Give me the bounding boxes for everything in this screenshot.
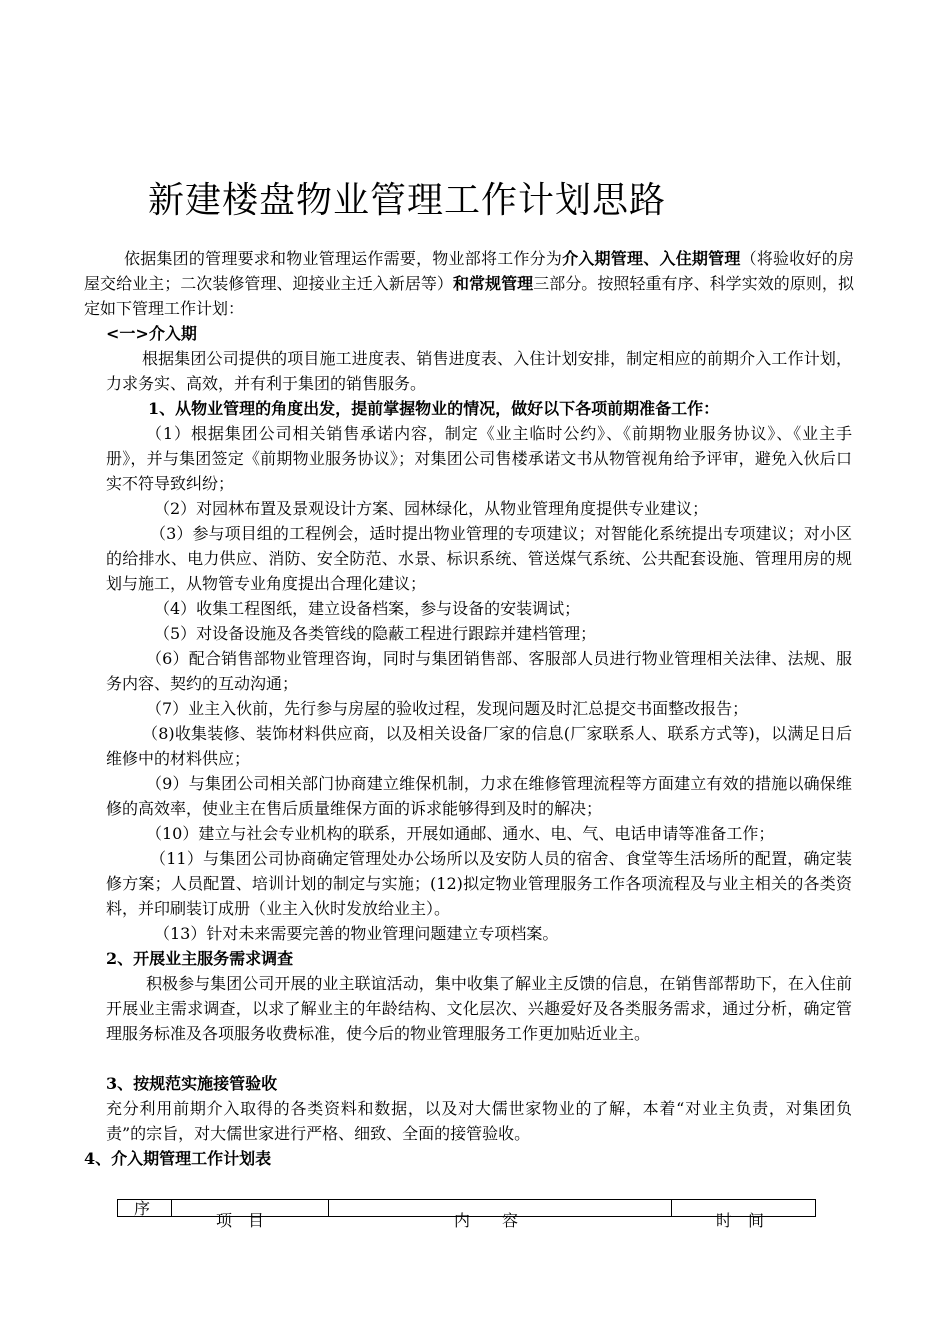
list-item: （8)收集装修、装饰材料供应商，以及相关设备厂家的信息(厂家联系人、联系方式等)，以满足日后维修中的材料供应； xyxy=(106,724,852,768)
intro-bold-1: 介入期管理、入住期管理 xyxy=(562,249,741,268)
table-divider xyxy=(328,1200,329,1216)
table-header-item: 项 目 xyxy=(216,1211,265,1230)
list-item: （1）根据集团公司相关销售承诺内容，制定《业主临时公约》、《前期物业服务协议》、《业主手册》，并与集团签定《前期物业服务协议》；对集团公司售楼承诺文书从物管视角给予评审，避免入伙后口实不符导致纠纷； xyxy=(106,424,852,493)
list-item: （2）对园林布置及景观设计方案、园林绿化，从物业管理角度提供专业建议； xyxy=(154,499,709,518)
table-header-content: 内 容 xyxy=(454,1211,519,1230)
list-item: （13）针对未来需要完善的物业管理问题建立专项档案。 xyxy=(154,924,559,943)
table-divider xyxy=(171,1200,172,1216)
intro-paragraph xyxy=(84,246,854,321)
item2-heading: 2、开展业主服务需求调查 xyxy=(106,949,294,968)
item3-text: 充分利用前期介入取得的各类资料和数据，以及对大儒世家物业的了解，本着“对业主负责，对集团负责”的宗旨，对大儒世家进行严格、细致、全面的接管验收。 xyxy=(106,1099,852,1143)
intro-bold-2: 和常规管理 xyxy=(452,274,534,293)
list-item: （11）与集团公司协商确定管理处办公场所以及安防人员的宿舍、食堂等生活场所的配置，确定装修方案；人员配置、培训计划的制定与实施；(12)拟定物业管理服务工作各项流程及与业主相关的各类资料，并印刷装订成册（业主入伙时发放给业主）。 xyxy=(106,849,852,918)
page-title: 新建楼盘物业管理工作计划思路 xyxy=(148,180,667,221)
list-item: （3）参与项目组的工程例会，适时提出物业管理的专项建议；对智能化系统提出专项建议；对小区的给排水、电力供应、消防、安全防范、水景、标识系统、管送煤气系统、公共配套设施、管理用房的规划与施工，从物管专业角度提出合理化建议； xyxy=(106,524,852,593)
item3-heading: 3、按规范实施接管验收 xyxy=(106,1074,278,1093)
list-item: （4）收集工程图纸，建立设备档案，参与设备的安装调试； xyxy=(154,599,581,618)
item2-text: 积极参与集团公司开展的业主联谊活动，集中收集了解业主反馈的信息，在销售部帮助下，在入住前开展业主需求调查，以求了解业主的年龄结构、文化层次、兴趣爱好及各类服务需求，通过分析，确定管理服务标准及各项服务收费标准，使今后的物业管理服务工作更加贴近业主。 xyxy=(106,974,852,1043)
item4-heading: 4、介入期管理工作计划表 xyxy=(84,1149,272,1168)
table-header-seq: 序 xyxy=(134,1199,151,1218)
table-divider xyxy=(671,1200,672,1216)
list-item: （10）建立与社会专业机构的联系，开展如通邮、通水、电、气、电话申请等准备工作； xyxy=(146,824,775,843)
list-item: （6）配合销售部物业管理咨询，同时与集团销售部、客服部人员进行物业管理相关法律、法规、服务内容、契约的互动沟通； xyxy=(106,649,852,693)
list-item: （7）业主入伙前，先行参与房屋的验收过程，发现问题及时汇总提交书面整改报告； xyxy=(146,699,749,718)
intro-text-1: 依据集团的管理要求和物业管理运作需要，物业部将工作分为 xyxy=(124,249,563,268)
section1-heading: <一>介入期 xyxy=(106,324,197,343)
list-item: （9）与集团公司相关部门协商建立维保机制，力求在维修管理流程等方面建立有效的措施以确保维修的高效率，使业主在售后质量维保方面的诉求能够得到及时的解决； xyxy=(106,774,852,818)
intro-text-2: （将验收好的房屋交给业主；二次装修管理、迎接业主迁入新居等） xyxy=(84,249,854,293)
section1-intro: 根据集团公司提供的项目施工进度表、销售进度表、入住计划安排，制定相应的前期介入工作计划，力求务实、高效，并有利于集团的销售服务。 xyxy=(106,349,852,393)
item1-heading: 1、从物业管理的角度出发，提前掌握物业的情况，做好以下各项前期准备工作： xyxy=(148,399,720,418)
table-header-time: 时 间 xyxy=(716,1211,765,1230)
intro-text-3: 三部分。按照轻重有序、科学实效的原则，拟定如下管理工作计划： xyxy=(84,274,854,318)
list-item: （5）对设备设施及各类管线的隐蔽工程进行跟踪并建档管理； xyxy=(154,624,597,643)
